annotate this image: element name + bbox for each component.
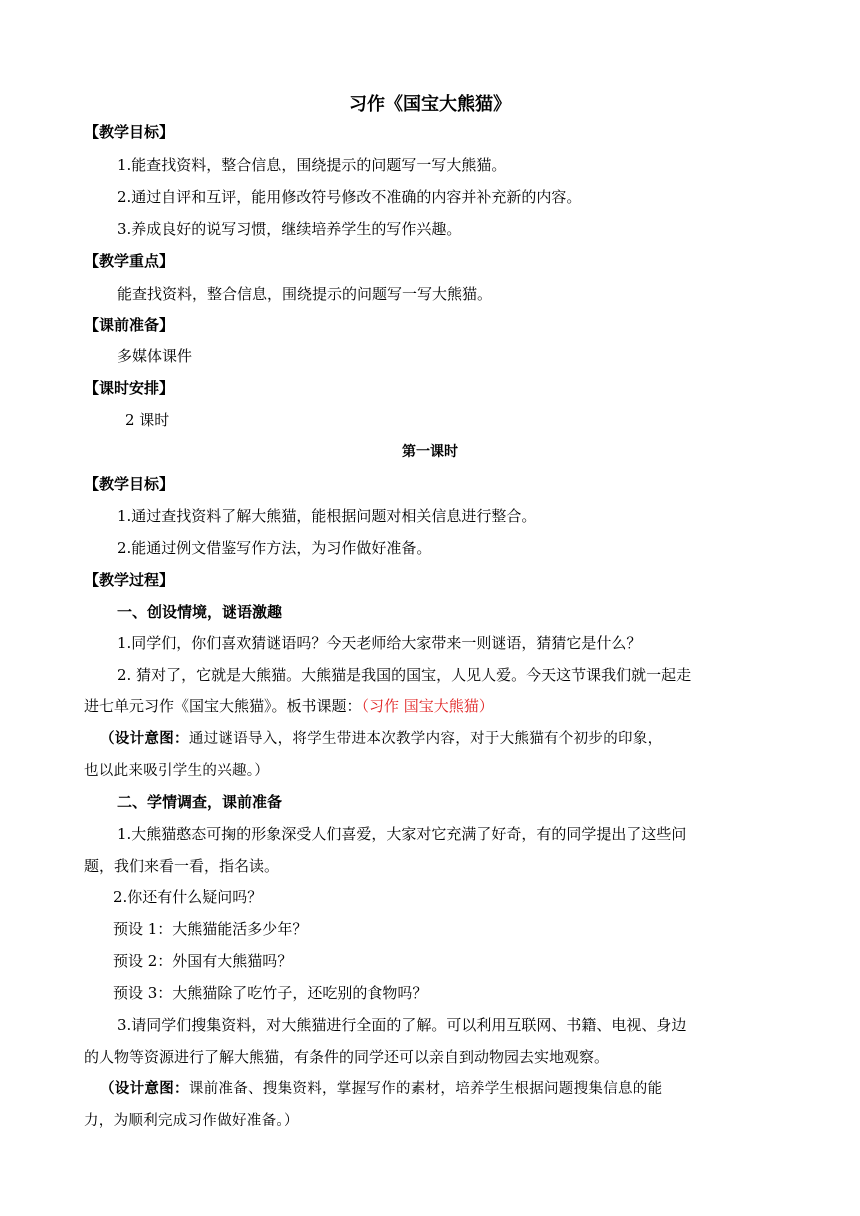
section-heading-key-points: 【教学重点】: [84, 252, 175, 270]
board-title-red: （习作 国宝大熊猫）: [361, 697, 494, 715]
lesson-goal-item-2: 2.能通过例文借鉴写作方法，为习作做好准备。: [117, 539, 432, 557]
section-heading-process: 【教学过程】: [84, 571, 175, 589]
part-one-paragraph-1: 1.同学们，你们喜欢猜谜语吗？今天老师给大家带来一则谜语，猜猜它是什么？: [117, 634, 642, 652]
lesson-goal-item-1: 1.通过查找资料了解大熊猫，能根据问题对相关信息进行整合。: [117, 507, 537, 525]
document-title: 习作《国宝大熊猫》: [349, 94, 511, 115]
section-heading-teaching-goals: 【教学目标】: [84, 123, 175, 141]
preset-question-2: 预设 2：外国有大熊猫吗？: [113, 952, 293, 970]
preparation-text: 多媒体课件: [117, 347, 193, 365]
part-two-heading: 二、学情调查，课前准备: [117, 793, 283, 811]
part-two-design-intent-line-1: [100, 1078, 662, 1100]
section-heading-preparation: 【课前准备】: [84, 316, 175, 334]
goal-item-1: 1.能查找资料，整合信息，围绕提示的问题写一写大熊猫。: [117, 156, 507, 174]
design-intent-text: 通过谜语导入，将学生带进本次教学内容，对于大熊猫有个初步的印象，: [188, 731, 663, 747]
part-two-paragraph-2: 2.你还有什么疑问吗？: [113, 888, 263, 906]
part-two-design-intent-line-2: 力，为顺利完成习作做好准备。）: [84, 1113, 299, 1129]
design-intent-label: （设计意图：: [100, 1081, 189, 1097]
lesson-one-title: 第一课时: [402, 444, 458, 460]
part-two-paragraph-1-line-2: 题，我们来看一看，指名读。: [84, 857, 280, 875]
design-intent-label: （设计意图：: [100, 731, 189, 747]
design-intent-text: 课前准备、搜集资料，掌握写作的素材，培养学生根据问题搜集信息的能: [188, 1081, 663, 1097]
goal-item-2: 2.通过自评和互评，能用修改符号修改不准确的内容并补充新的内容。: [117, 188, 582, 206]
part-one-paragraph-2-line-1: 2. 猜对了，它就是大熊猫。大熊猫是我国的国宝，人见人爱。今天这节课我们就一起走: [117, 666, 692, 684]
preset-question-3: 预设 3：大熊猫除了吃竹子，还吃别的食物吗？: [113, 984, 428, 1002]
part-one-design-intent-line-2: 也以此来吸引学生的兴趣。）: [84, 763, 270, 779]
section-heading-lesson-goals: 【教学目标】: [84, 475, 175, 493]
part-one-heading: 一、创设情境，谜语激趣: [117, 603, 283, 621]
part-one-design-intent-line-1: [100, 728, 662, 750]
schedule-text: 2 课时: [125, 411, 170, 429]
part-one-paragraph-2-line-2: [84, 695, 494, 717]
part-two-paragraph-3-line-1: 3.请同学们搜集资料，对大熊猫进行全面的了解。可以利用互联网、书籍、电视、身边: [117, 1016, 687, 1034]
part-two-paragraph-1-line-1: 1.大熊猫憨态可掬的形象深受人们喜爱，大家对它充满了好奇，有的同学提出了这些问: [117, 825, 687, 843]
goal-item-3: 3.养成良好的说写习惯，继续培养学生的写作兴趣。: [117, 220, 462, 238]
part-two-paragraph-3-line-2: 的人物等资源进行了解大熊猫，有条件的同学还可以亲自到动物园去实地观察。: [84, 1048, 610, 1066]
section-heading-schedule: 【课时安排】: [84, 379, 175, 397]
key-points-text: 能查找资料，整合信息，围绕提示的问题写一写大熊猫。: [117, 285, 493, 303]
preset-question-1: 预设 1：大熊猫能活多少年？: [113, 920, 308, 938]
paragraph-text: 进七单元习作《国宝大熊猫》。板书课题：: [84, 697, 362, 715]
